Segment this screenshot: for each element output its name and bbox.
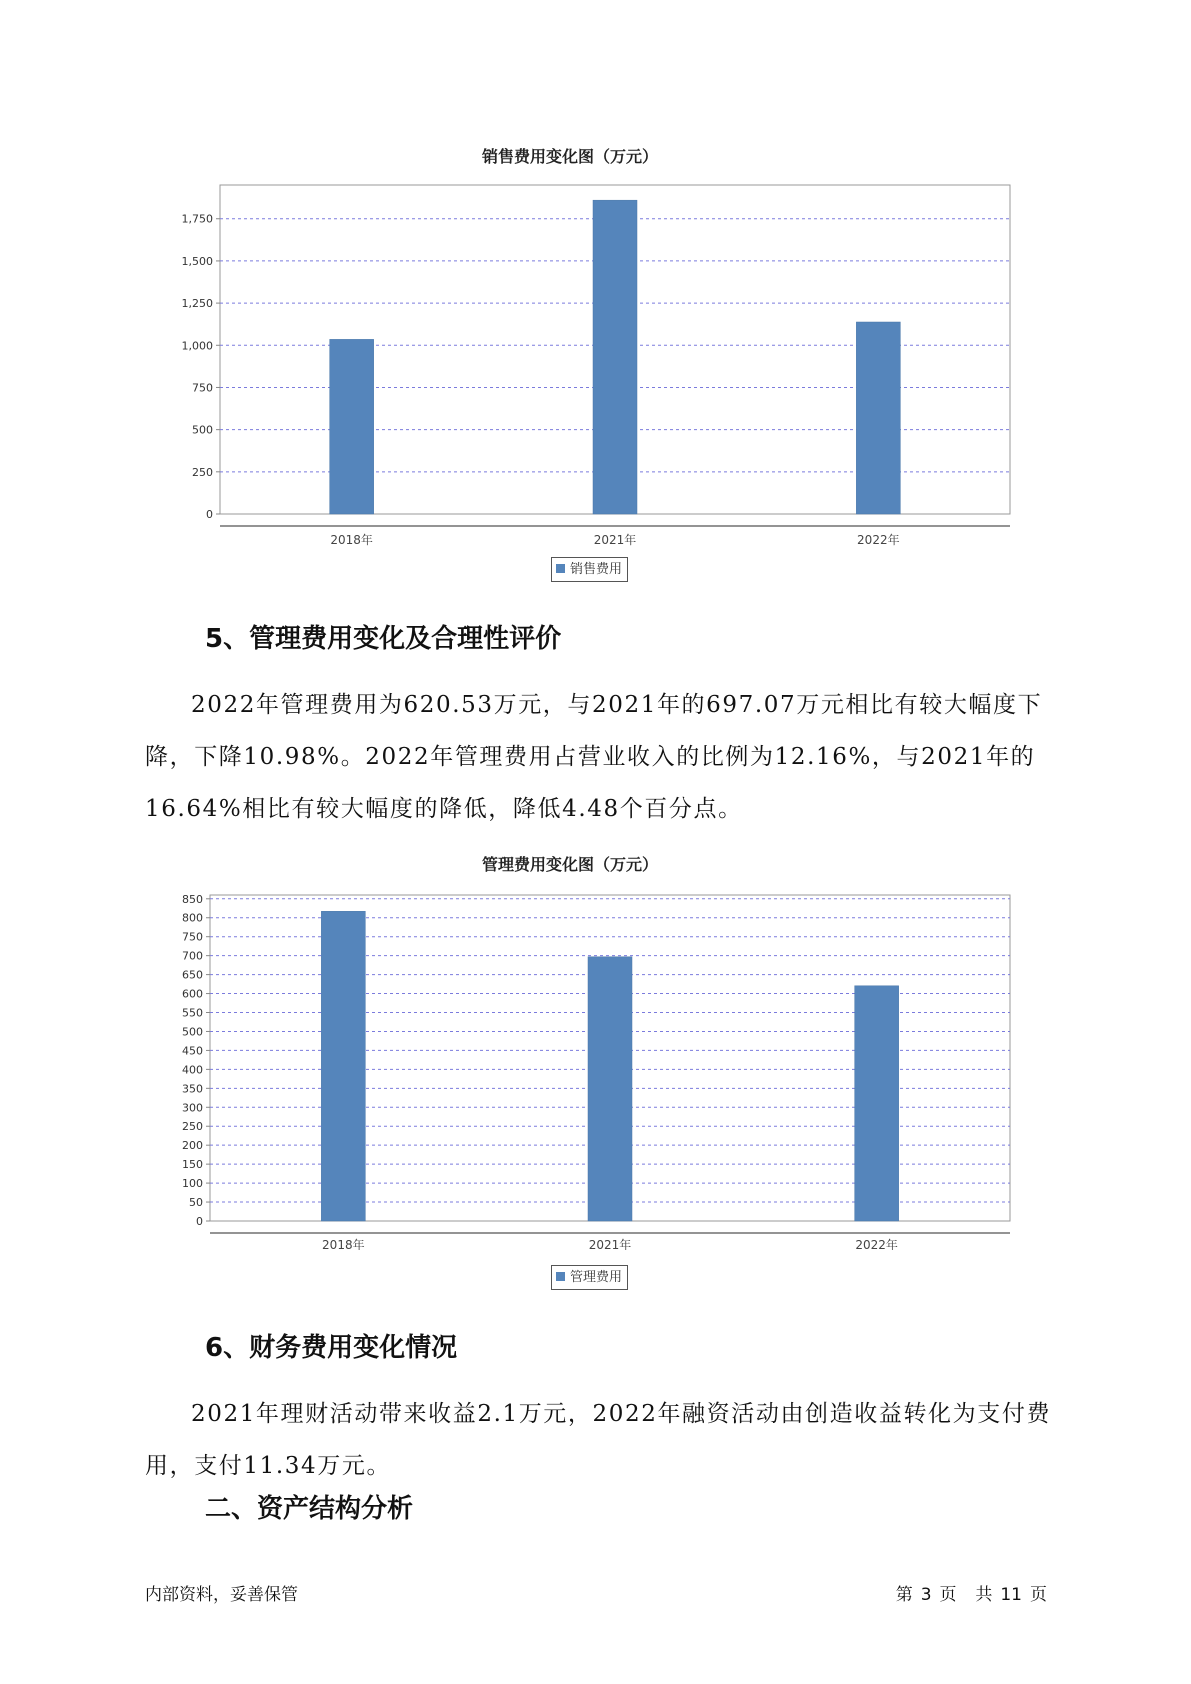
y-tick-label: 750 — [192, 381, 213, 395]
bar-2022年 — [855, 986, 899, 1221]
sales-chart-title: 销售费用变化图（万元） — [481, 147, 658, 166]
y-tick-label: 650 — [182, 968, 203, 982]
y-tick-label: 850 — [182, 892, 203, 906]
y-tick-label: 200 — [182, 1139, 203, 1153]
total-prefix: 共 — [975, 1585, 993, 1605]
y-tick-label: 1,000 — [181, 339, 213, 353]
x-tick-label: 2018年 — [322, 1238, 365, 1250]
total-suffix: 页 — [1030, 1585, 1047, 1605]
y-tick-label: 250 — [182, 1120, 203, 1134]
footer-page-info — [892, 1580, 1051, 1605]
legend-swatch — [556, 564, 565, 573]
y-tick-label: 0 — [196, 1215, 203, 1228]
bar-2021年 — [593, 200, 637, 514]
y-tick-label: 1,250 — [181, 297, 213, 311]
page-suffix: 页 — [939, 1585, 957, 1605]
y-tick-label: 750 — [182, 930, 203, 944]
legend-label: 销售费用 — [570, 562, 623, 577]
page-prefix: 第 — [895, 1585, 913, 1605]
y-tick-label: 100 — [182, 1177, 203, 1191]
y-tick-label: 600 — [182, 987, 203, 1001]
x-tick-label: 2022年 — [855, 1238, 898, 1250]
bar-2018年 — [321, 911, 365, 1221]
sales-chart-legend — [551, 557, 628, 582]
bar-2021年 — [588, 957, 632, 1221]
footer-left: 内部资料，妥善保管 — [145, 1585, 298, 1605]
mgmt-chart-title: 管理费用变化图（万元） — [481, 855, 658, 874]
y-tick-label: 0 — [206, 508, 213, 521]
y-tick-label: 700 — [182, 949, 203, 963]
y-tick-label: 50 — [189, 1196, 203, 1210]
y-tick-label: 1,500 — [181, 254, 213, 268]
management-expense-chart — [0, 870, 1191, 1250]
y-tick-label: 800 — [182, 911, 203, 925]
section-5-paragraph: 2022年管理费用为620.53万元，与2021年的697.07万元相比有较大幅度下降，下降10.98%。2022年管理费用占营业收入的比例为12.16%，与2021年的16.64%相比有较大幅度的降低，降低4.48个百分点。 — [145, 692, 1043, 822]
legend-label: 管理费用 — [570, 1270, 623, 1285]
x-tick-label: 2022年 — [857, 533, 900, 547]
page-number: 3 — [920, 1585, 932, 1605]
y-tick-label: 350 — [182, 1082, 203, 1096]
sales-expense-chart — [0, 160, 1191, 580]
y-tick-label: 300 — [182, 1101, 203, 1115]
y-tick-label: 250 — [192, 465, 213, 479]
y-tick-label: 450 — [182, 1044, 203, 1058]
total-pages: 11 — [1000, 1585, 1022, 1605]
y-tick-label: 400 — [182, 1063, 203, 1077]
y-tick-label: 150 — [182, 1158, 203, 1172]
x-tick-label: 2021年 — [593, 533, 637, 547]
section-2-heading: 二、资产结构分析 — [205, 1494, 414, 1524]
legend-swatch — [556, 1272, 565, 1281]
bar-2018年 — [330, 339, 374, 514]
section-6-heading: 6、财务费用变化情况 — [205, 1333, 458, 1363]
y-tick-label: 550 — [182, 1006, 203, 1020]
x-tick-label: 2018年 — [330, 533, 373, 547]
bar-2022年 — [856, 322, 900, 514]
y-tick-label: 1,750 — [181, 212, 213, 226]
section-5-heading: 5、管理费用变化及合理性评价 — [205, 624, 562, 654]
y-tick-label: 500 — [192, 423, 213, 437]
mgmt-chart-legend — [551, 1265, 628, 1290]
x-tick-label: 2021年 — [588, 1238, 632, 1250]
section-6-paragraph: 2021年理财活动带来收益2.1万元，2022年融资活动由创造收益转化为支付费用，支付11.34万元。 — [145, 1401, 1052, 1479]
y-tick-label: 500 — [182, 1025, 203, 1039]
